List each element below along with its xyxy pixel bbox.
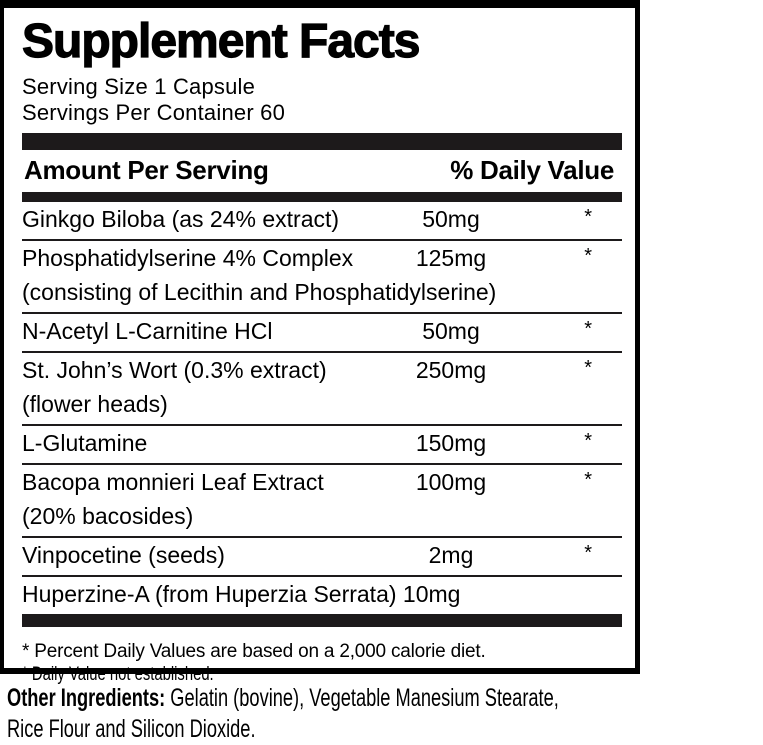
footnote-daily-values: * Percent Daily Values are based on a 2,000 calorie diet. bbox=[22, 640, 486, 662]
ingredient-row bbox=[22, 426, 622, 465]
ingredient-row bbox=[22, 353, 622, 426]
ingredient-amount: 250mg bbox=[415, 356, 487, 383]
ingredient-name-line2: (20% bacosides) bbox=[22, 502, 194, 529]
daily-value-asterisk: * bbox=[584, 541, 592, 564]
table-header-row bbox=[22, 150, 622, 192]
divider-bar-above-footnotes bbox=[22, 614, 622, 627]
daily-value-asterisk: * bbox=[584, 356, 592, 379]
ingredient-name-line2: (consisting of Lecithin and Phosphatidylserine) bbox=[22, 278, 497, 305]
serving-info bbox=[22, 74, 622, 126]
other-ingredients-line1 bbox=[7, 683, 640, 714]
ingredient-row bbox=[22, 577, 622, 614]
daily-value-asterisk: * bbox=[584, 317, 592, 340]
column-header-daily-value: % Daily Value bbox=[450, 154, 614, 185]
serving-size-text: Serving Size 1 Capsule bbox=[22, 73, 256, 99]
footnotes bbox=[22, 640, 622, 685]
servings-per-container-text: Servings Per Container 60 bbox=[22, 99, 286, 125]
ingredient-name: Bacopa monnieri Leaf Extract bbox=[22, 468, 324, 495]
ingredient-name: Vinpocetine (seeds) bbox=[22, 541, 225, 568]
ingredient-name: Ginkgo Biloba (as 24% extract) bbox=[22, 205, 340, 232]
ingredient-amount: 50mg bbox=[422, 317, 480, 344]
daily-value-asterisk: * bbox=[584, 244, 592, 267]
ingredient-row bbox=[22, 314, 622, 353]
ingredient-row bbox=[22, 202, 622, 241]
ingredient-table bbox=[22, 202, 622, 614]
panel-title: Supplement Facts bbox=[22, 15, 420, 68]
ingredient-amount: 150mg bbox=[415, 429, 487, 456]
footnote-not-established: * Daily Value not established. bbox=[22, 663, 214, 685]
divider-bar-under-header bbox=[22, 192, 622, 202]
ingredient-amount: 50mg bbox=[422, 205, 480, 232]
ingredient-name: L-Glutamine bbox=[22, 429, 148, 456]
ingredient-amount: 2mg bbox=[428, 541, 474, 568]
ingredient-row bbox=[22, 465, 622, 538]
other-ingredients-list-part1: Gelatin (bovine), Vegetable Manesium Stearate, bbox=[170, 684, 559, 712]
other-ingredients-section bbox=[0, 683, 640, 745]
ingredient-name: Huperzine-A (from Huperzia Serrata) 10mg bbox=[22, 580, 461, 607]
ingredient-amount: 125mg bbox=[415, 244, 487, 271]
other-ingredients-list-part2: Rice Flour and Silicon Dioxide. bbox=[7, 715, 256, 743]
daily-value-asterisk: * bbox=[584, 468, 592, 491]
ingredient-row bbox=[22, 538, 622, 577]
other-ingredients-line2 bbox=[7, 714, 640, 745]
other-ingredients-label: Other Ingredients: bbox=[7, 684, 166, 712]
ingredient-name: St. John’s Wort (0.3% extract) bbox=[22, 356, 327, 383]
daily-value-asterisk: * bbox=[584, 429, 592, 452]
thick-divider-bar-top bbox=[22, 133, 622, 150]
ingredient-name: N-Acetyl L-Carnitine HCl bbox=[22, 317, 273, 344]
column-header-amount-per-serving: Amount Per Serving bbox=[24, 154, 269, 185]
ingredient-name: Phosphatidylserine 4% Complex bbox=[22, 244, 354, 271]
daily-value-asterisk: * bbox=[584, 205, 592, 228]
ingredient-amount: 100mg bbox=[415, 468, 487, 495]
ingredient-name-line2: (flower heads) bbox=[22, 390, 168, 417]
ingredient-row bbox=[22, 241, 622, 314]
